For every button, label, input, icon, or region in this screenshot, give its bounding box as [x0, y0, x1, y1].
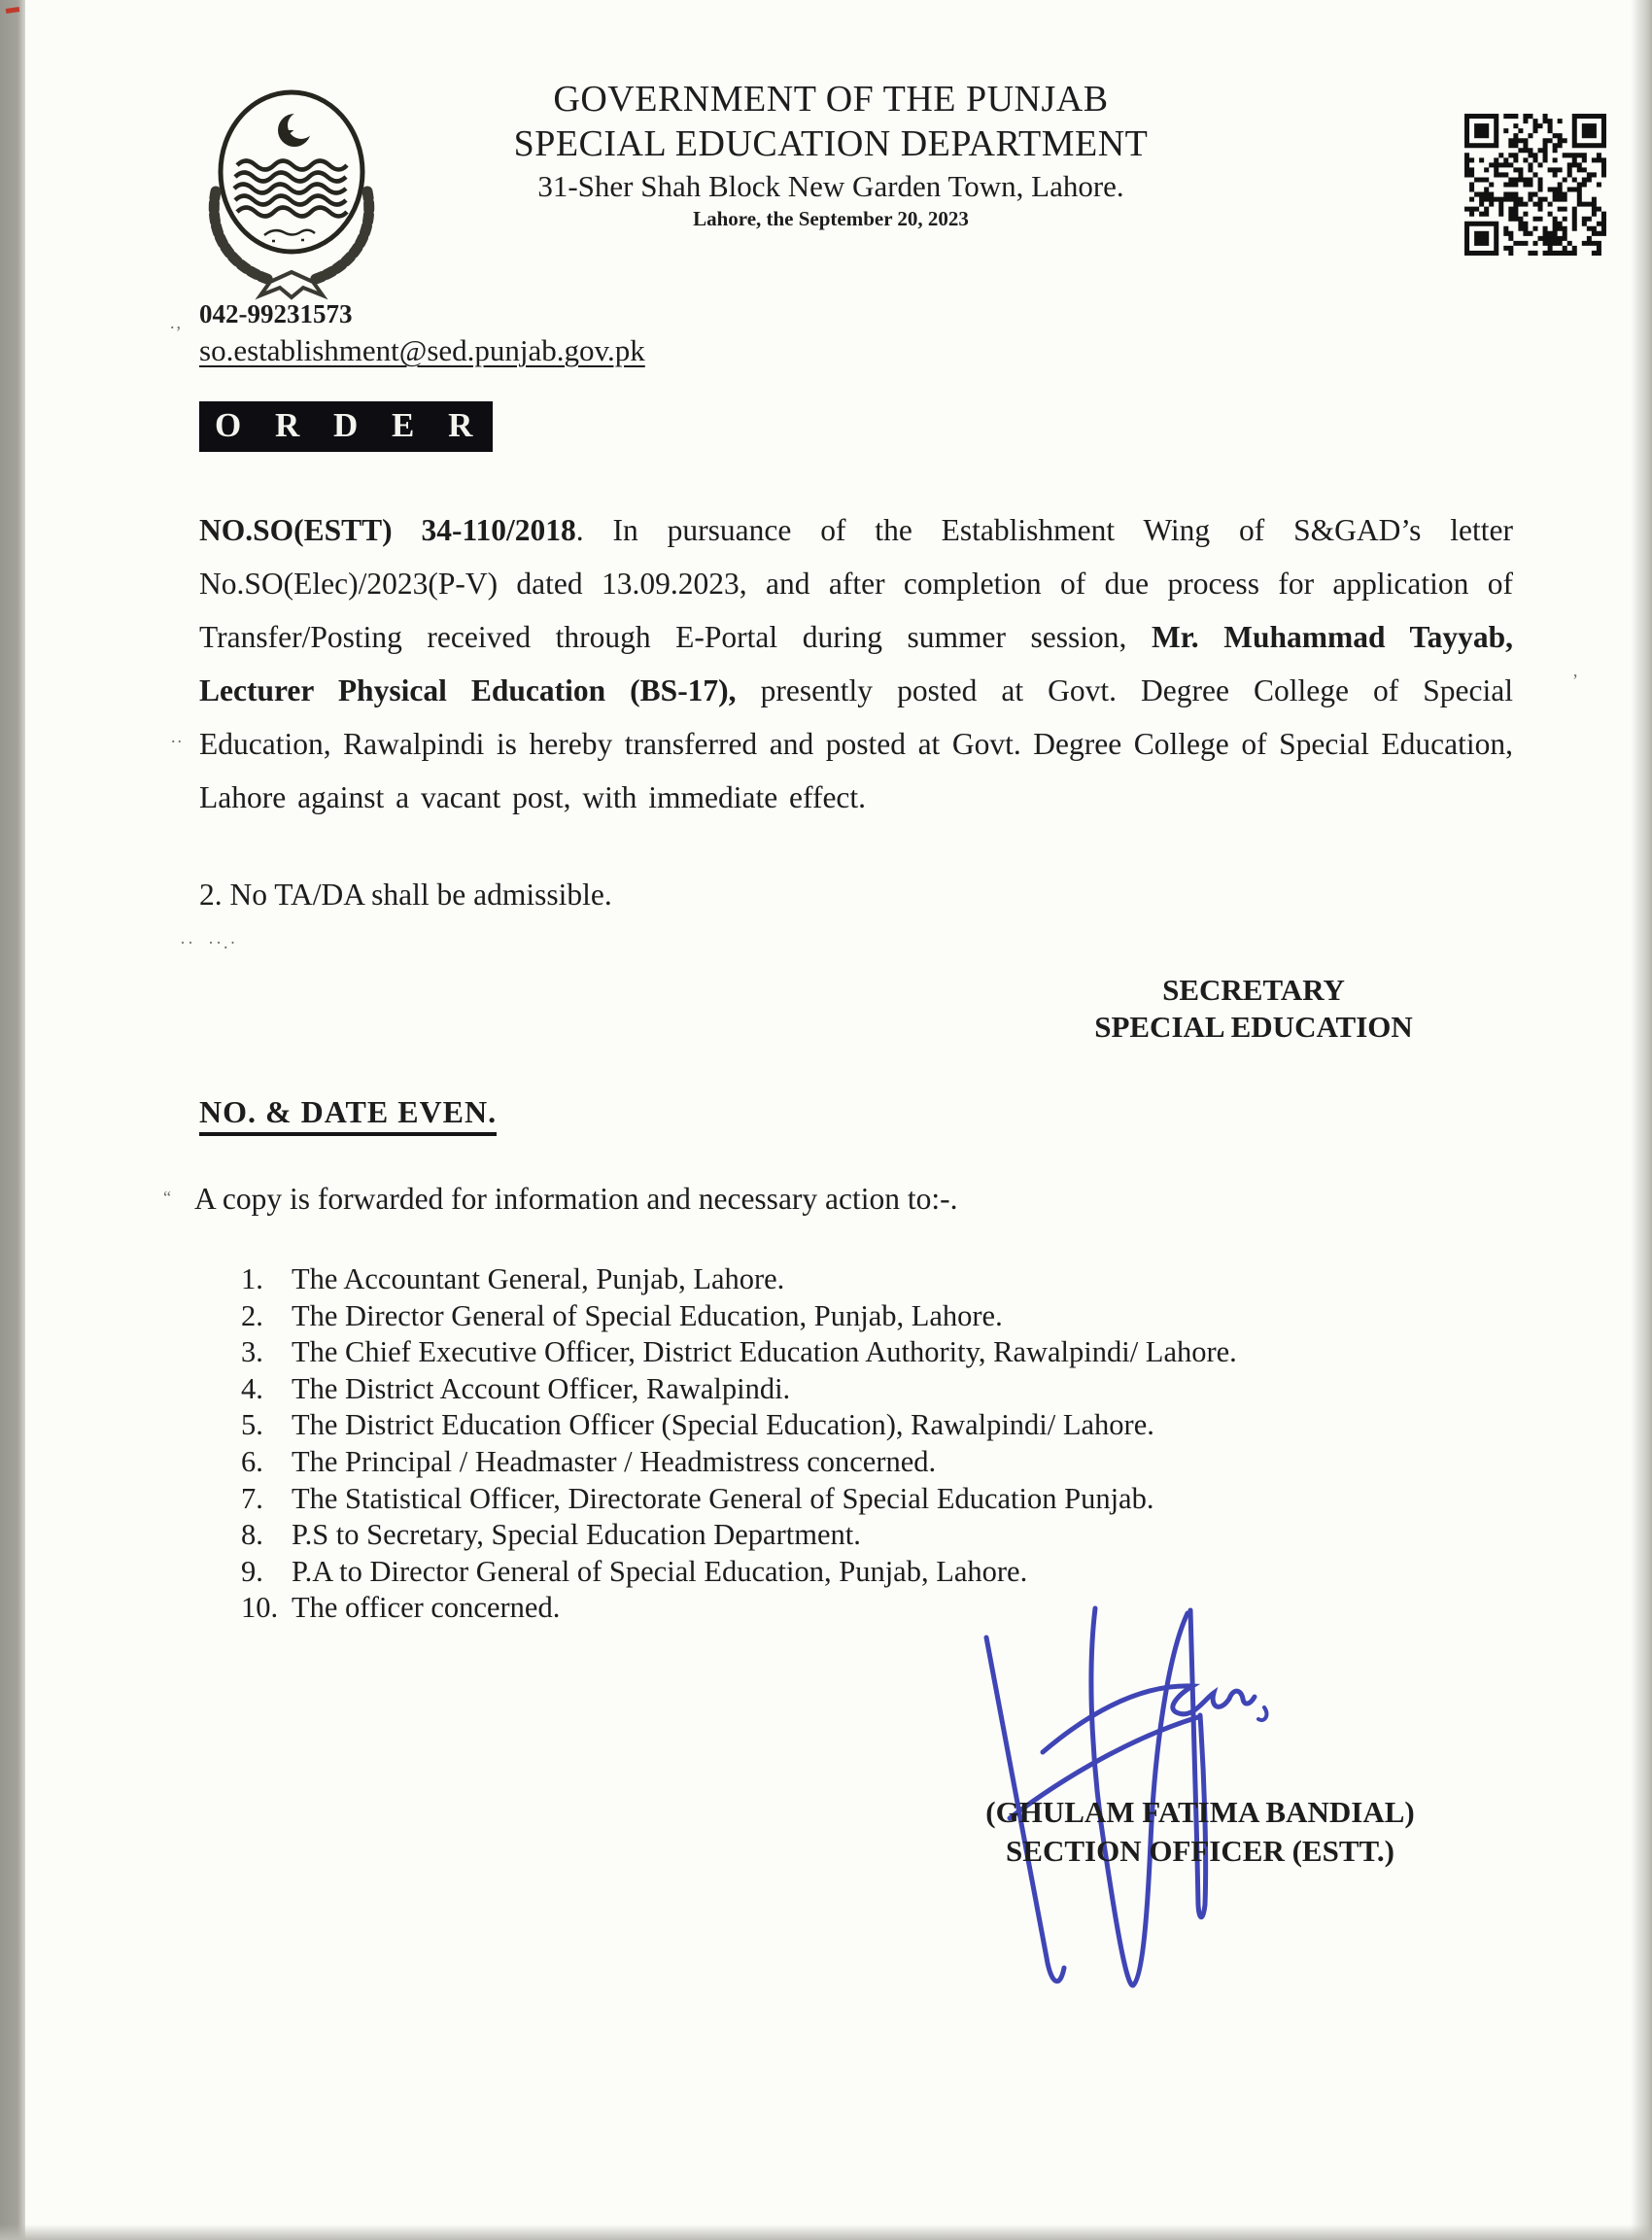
list-item: [241, 1261, 1237, 1298]
list-item-number: 10.: [241, 1591, 279, 1625]
list-item-number: 6.: [241, 1444, 263, 1478]
list-item: [241, 1481, 1237, 1518]
list-item-text: The Director General of Special Education, Punjab, Lahore.: [292, 1298, 1003, 1332]
punjab-crest-logo: [194, 80, 389, 313]
list-item: [241, 1298, 1237, 1335]
scan-edge-left: [0, 0, 25, 2240]
list-item-text: The officer concerned.: [292, 1591, 561, 1625]
list-item-number: 3.: [241, 1335, 263, 1369]
order-heading-label: O R D E R: [215, 406, 486, 444]
scan-speckle: “: [163, 1188, 173, 1207]
list-item-number: 9.: [241, 1554, 263, 1588]
scan-edge-right: [1631, 0, 1652, 2240]
list-item-number: 5.: [241, 1408, 263, 1442]
no-date-even-heading: NO. & DATE EVEN.: [199, 1094, 497, 1136]
list-item-number: 4.: [241, 1371, 263, 1405]
list-item-number: 2.: [241, 1298, 263, 1332]
email-address: so.establishment@sed.punjab.gov.pk: [199, 333, 645, 367]
signatory-secretary: [1001, 972, 1506, 1046]
clause-2: 2. No TA/DA shall be admissible.: [199, 878, 612, 912]
list-item-text: The Statistical Officer, Directorate General of Special Education Punjab.: [292, 1481, 1154, 1515]
phone-number: 042-99231573: [199, 299, 353, 328]
scan-edge-bottom: [0, 2224, 1652, 2240]
body-text-1: . In pursuance of the Establishment Wing of S&GAD’s letter No.SO(Elec)/2023(P-V) dated 13.09.2023, and after completion of due process for application of Transfer/Posting received through E-Portal during summer session,: [199, 513, 1513, 654]
signatory-designation: SECTION OFFICER (ESTT.): [1006, 1834, 1394, 1868]
list-item-text: P.S to Secretary, Special Education Department.: [292, 1518, 861, 1552]
order-body-paragraph: [199, 503, 1513, 824]
letterhead: [418, 78, 1244, 231]
letter-date: Lahore, the September 20, 2023: [693, 207, 969, 230]
list-item: [241, 1371, 1237, 1408]
officer-name: Mr. Muhammad Tayyab, Lecturer Physical Education (BS-17),: [199, 620, 1513, 707]
qr-code: [1460, 109, 1611, 260]
order-heading: [199, 401, 493, 452]
list-item-text: The Principal / Headmaster / Headmistress concerned.: [292, 1444, 937, 1478]
list-item: [241, 1407, 1237, 1444]
list-item-text: The District Account Officer, Rawalpindi.: [292, 1371, 791, 1405]
signatory-title-line1: SECRETARY: [1162, 973, 1345, 1007]
scan-speckle: ..: [171, 727, 184, 746]
list-item-text: The District Education Officer (Special Education), Rawalpindi/ Lahore.: [292, 1408, 1154, 1442]
scan-speckle: .,: [170, 313, 183, 332]
signatory-name: (GHULAM FATIMA BANDIAL): [985, 1795, 1415, 1829]
org-address: 31-Sher Shah Block New Garden Town, Lahore.: [537, 169, 1124, 203]
org-name-line2: SPECIAL EDUCATION DEPARTMENT: [513, 123, 1149, 164]
list-item-text: The Accountant General, Punjab, Lahore.: [292, 1262, 785, 1295]
list-item: [241, 1444, 1237, 1481]
list-item-number: 8.: [241, 1518, 263, 1552]
scan-speckle: ’: [1572, 671, 1580, 690]
org-name-line1: GOVERNMENT OF THE PUNJAB: [553, 79, 1109, 120]
scan-speckle: ·· ··.·: [180, 933, 238, 952]
signatory-title-line2: SPECIAL EDUCATION: [1094, 1010, 1413, 1044]
list-item: [241, 1334, 1237, 1371]
list-item-text: P.A to Director General of Special Education, Punjab, Lahore.: [292, 1554, 1028, 1588]
forwarding-line: A copy is forwarded for information and necessary action to:-.: [194, 1182, 958, 1216]
list-item: [241, 1517, 1237, 1554]
list-item-number: 1.: [241, 1262, 263, 1295]
distribution-list: [241, 1261, 1237, 1627]
list-item-text: The Chief Executive Officer, District Education Authority, Rawalpindi/ Lahore.: [292, 1335, 1237, 1369]
contact-block: [199, 299, 645, 368]
list-item-number: 7.: [241, 1481, 263, 1515]
signature-block: [928, 1793, 1472, 1871]
body-text-2: presently posted at Govt. Degree College of Special Education, Rawalpindi is hereby transferred and posted at Govt. Degree College of Special Education, Lahore against a vacant post, with immediate effect.: [199, 673, 1514, 814]
reference-number: NO.SO(ESTT) 34-110/2018: [199, 513, 576, 547]
